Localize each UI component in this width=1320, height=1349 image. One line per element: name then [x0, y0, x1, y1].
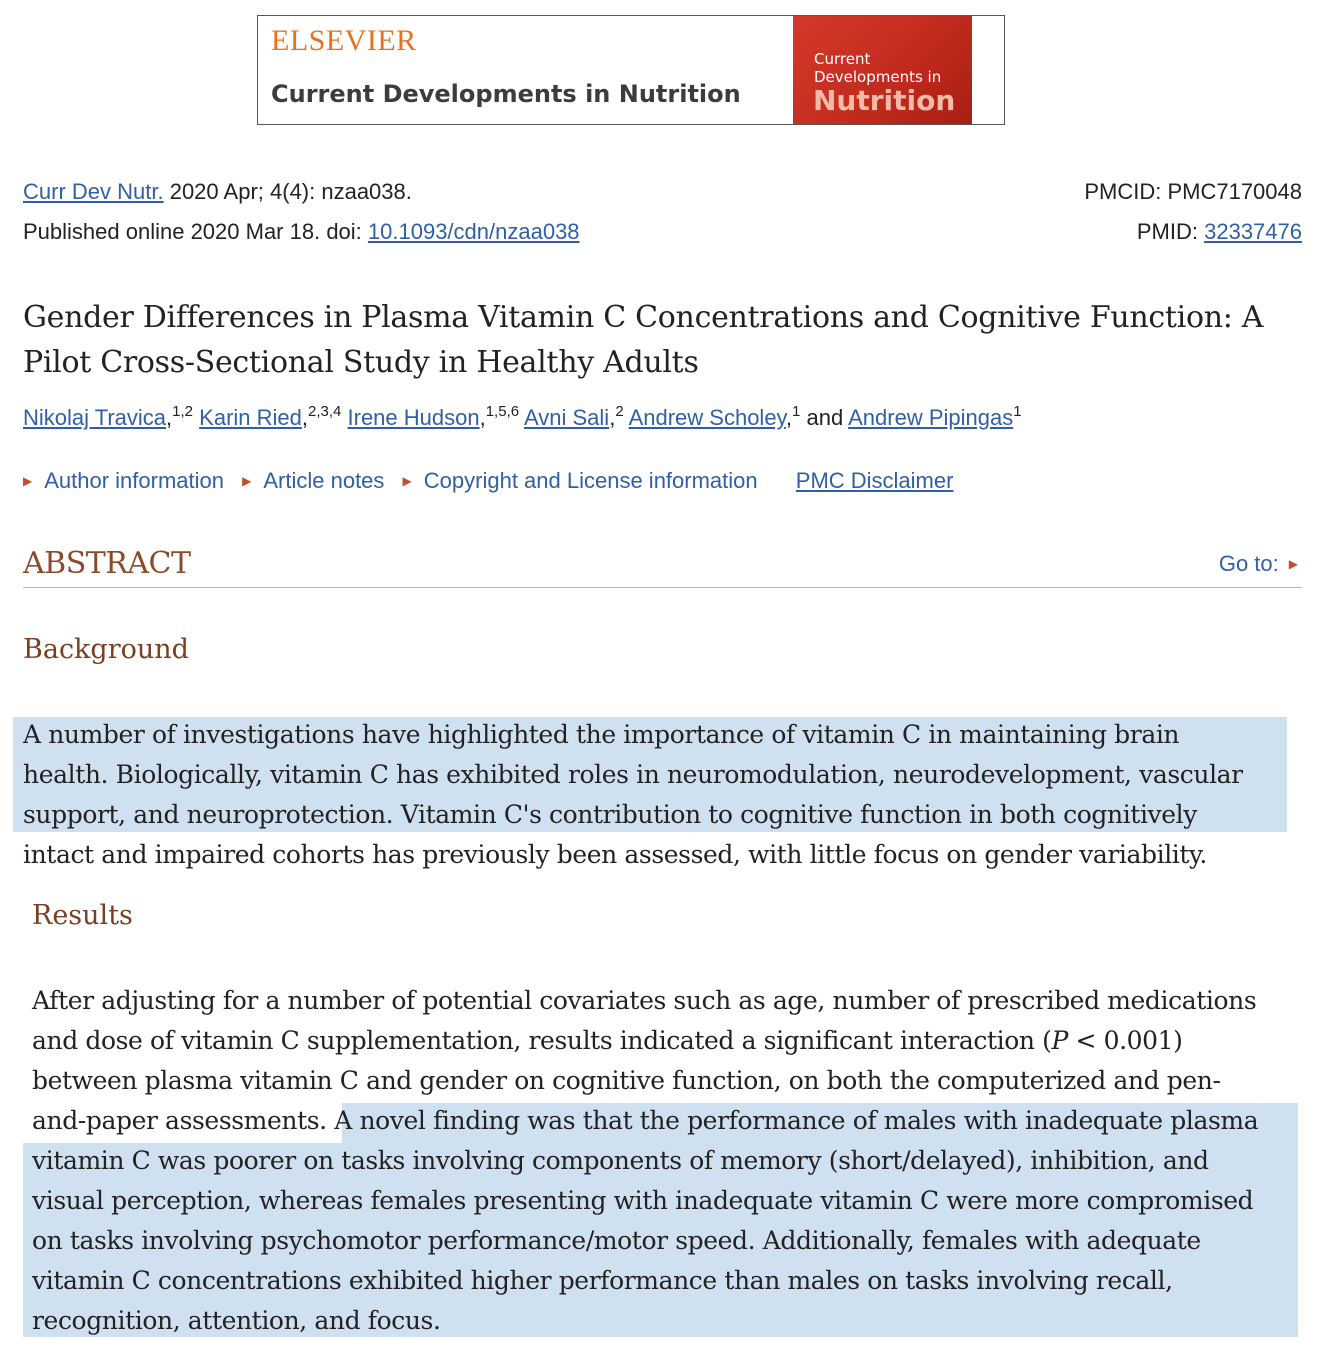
article-notes-toggle[interactable]: Article notes	[263, 468, 385, 493]
article-title: Gender Differences in Plasma Vitamin C Concentrations and Cognitive Function: A Pilot Cross-Sectional Study in Healthy Adults	[23, 300, 1264, 380]
author-link[interactable]: Andrew Scholey	[628, 405, 786, 430]
triangle-right-icon: ▶	[242, 474, 252, 488]
article-info-links	[23, 468, 953, 494]
abstract-heading: ABSTRACT	[23, 546, 191, 581]
results-paragraph	[32, 981, 1258, 1341]
triangle-right-icon: ▶	[23, 474, 33, 488]
journal-name: Current Developments in Nutrition	[271, 80, 741, 108]
author-affiliation: 2	[615, 403, 624, 420]
pmcid: PMCID: PMC7170048	[1084, 179, 1302, 204]
published-prefix: Published online 2020 Mar 18. doi:	[23, 219, 368, 244]
journal-link[interactable]: Curr Dev Nutr.	[23, 179, 164, 204]
results-heading: Results	[32, 900, 133, 931]
copyright-toggle[interactable]: Copyright and License information	[423, 468, 758, 493]
paragraph-line: support, and neuroprotection. Vitamin C's contribution to cognitive function in both cognitively	[23, 800, 1197, 829]
triangle-right-icon: ▶	[402, 474, 412, 488]
cover-line-3: Nutrition	[813, 84, 956, 117]
author-list: Nikolaj Travica,$^{1,2}$ Karin Ried,$^{2,3,4}$ Irene Hudson,$^{1,5,6}$ Avni Sali,$^2$ Andrew Scholey,$^1$ and Andrew Pipingas$^1$	[23, 403, 1022, 430]
journal-banner[interactable]	[257, 15, 1005, 125]
author-affiliation: 2,3,4	[308, 403, 342, 420]
paragraph-line: recognition, attention, and focus.	[32, 1306, 441, 1335]
author-affiliation: 1,5,6	[485, 403, 520, 420]
pmid-line	[1137, 219, 1302, 245]
pmc-disclaimer-link[interactable]: PMC Disclaimer	[795, 468, 954, 493]
background-paragraph	[23, 715, 1243, 875]
triangle-right-icon: ▶	[1288, 557, 1298, 571]
paragraph-line: on tasks involving psychomotor performance/motor speed. Additionally, females with adequate	[32, 1226, 1201, 1255]
cover-line-1: Current	[814, 50, 871, 68]
goto-label: Go to:	[1218, 551, 1279, 576]
p-symbol: P	[1051, 1026, 1068, 1055]
publisher-logo: ELSEVIER	[271, 24, 417, 57]
author-affiliation: 1,2	[172, 403, 194, 420]
citation-issue: 2020 Apr; 4(4): nzaa038.	[163, 179, 412, 204]
author-link[interactable]: Andrew Pipingas	[848, 405, 1014, 430]
pmid-link[interactable]: 32337476	[1204, 219, 1302, 244]
author-link[interactable]: Nikolaj Travica	[23, 405, 167, 430]
paragraph-line: and-paper assessments. A novel finding was that the performance of males with inadequate plasma	[32, 1106, 1259, 1135]
author-link[interactable]: Avni Sali	[524, 405, 610, 430]
paragraph-line: vitamin C concentrations exhibited higher performance than males on tasks involving recall,	[32, 1266, 1173, 1295]
author-affiliation: 1	[1013, 403, 1022, 420]
background-heading: Background	[23, 634, 189, 665]
goto-menu[interactable]	[1219, 551, 1298, 577]
cover-line-2: Developments in	[814, 68, 942, 86]
paragraph-line: intact and impaired cohorts has previously been assessed, with little focus on gender variability.	[23, 840, 1207, 869]
paragraph-line: and dose of vitamin C supplementation, results indicated a significant interaction (P < 0.001)	[32, 1026, 1183, 1055]
author-information-toggle[interactable]: Author information	[44, 468, 224, 493]
paragraph-line: between plasma vitamin C and gender on cognitive function, on both the computerized and pen-	[32, 1066, 1221, 1095]
paragraph-line: vitamin C was poorer on tasks involving components of memory (short/delayed), inhibition, and	[32, 1146, 1209, 1175]
citation-line	[23, 179, 412, 205]
author-link[interactable]: Karin Ried	[199, 405, 302, 430]
section-divider	[23, 587, 1302, 588]
author-link[interactable]: Irene Hudson	[347, 405, 480, 430]
paragraph-line: A number of investigations have highlighted the importance of vitamin C in maintaining brain	[23, 720, 1180, 749]
paragraph-line: After adjusting for a number of potential covariates such as age, number of prescribed medications	[32, 986, 1257, 1015]
pmid-label: PMID:	[1136, 219, 1205, 244]
author-affiliation: 1	[792, 403, 801, 420]
paragraph-line: health. Biologically, vitamin C has exhibited roles in neuromodulation, neurodevelopment, vascular	[23, 760, 1243, 789]
paragraph-line: visual perception, whereas females presenting with inadequate vitamin C were more compromised	[32, 1186, 1254, 1215]
doi-link[interactable]: 10.1093/cdn/nzaa038	[367, 219, 580, 244]
published-line	[23, 219, 580, 245]
journal-cover-image	[793, 16, 972, 124]
